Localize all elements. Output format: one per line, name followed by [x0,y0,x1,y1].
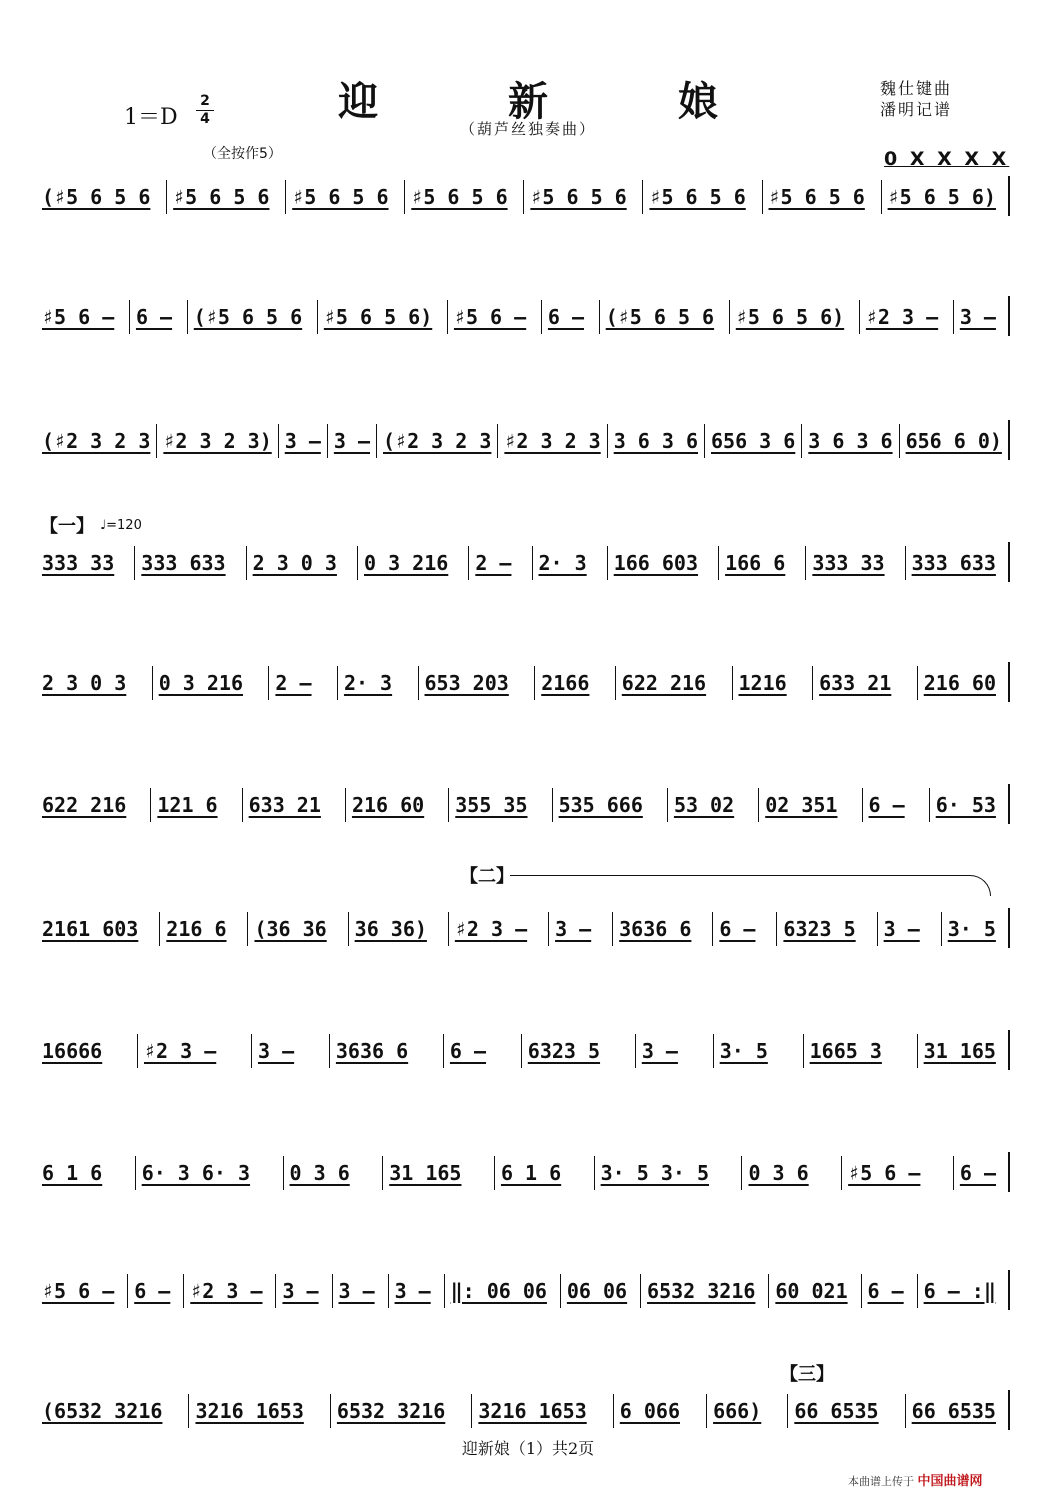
measure: 622 216 [42,793,127,817]
measure: 3 – [388,1274,437,1308]
section-label-three: 【三】 [780,1364,834,1385]
staff-measures [36,546,1002,580]
measure: (6532 3216 [42,1399,163,1423]
measure: ♯5 6 – [42,1279,115,1303]
measure: ‖: 06 06 [444,1274,553,1308]
staff-measures [36,912,1002,946]
bar-line [1008,296,1010,336]
measure: 333 633 [134,546,231,580]
bar-line [1008,420,1010,460]
measure: 2 – [468,546,517,580]
measure: 3· 5 [713,1034,774,1068]
pickup-measure: 0 X X X X [884,148,1010,170]
phrase-slur [510,875,991,896]
measure: 6 – [443,1034,492,1068]
measure: 53 02 [667,788,740,822]
measure: 66 6535 [905,1394,1002,1428]
measure: 3 – [635,1034,684,1068]
measure: 166 6 [718,546,791,580]
measure: 66 6535 [787,1394,884,1428]
measure: ♯5 6 5 6 [404,180,513,214]
measure: 633 21 [242,788,327,822]
bar-line [1008,1390,1010,1430]
measure: 0 3 216 [357,546,454,580]
staff-measures [36,1034,1002,1068]
measure: 3· 5 3· 5 [594,1156,715,1190]
staff-measures [36,788,1002,822]
song-subtitle: （葫芦丝独奏曲） [459,120,596,138]
measure: ♯5 6 5 6 [166,180,275,214]
bar-line [1008,176,1010,216]
measure: 60 021 [768,1274,853,1308]
bar-line [1008,662,1010,702]
measure: ♯2 3 – [448,912,533,946]
measure: 3636 6 [612,912,697,946]
staff-line [36,1156,1010,1190]
measure: 656 6 0) [899,424,1008,458]
staff-line [36,788,1010,822]
measure: ♯5 6 5 6) [881,180,1002,214]
measure: ♯2 3 – [183,1274,268,1308]
measure: 121 6 [150,788,223,822]
measure: 2· 3 [532,546,593,580]
measure: 622 216 [615,666,712,700]
measure: 3 – [278,424,327,458]
measure: ♯5 6 – [447,300,532,334]
measure: 3636 6 [329,1034,414,1068]
time-signature-top: 2 [200,93,210,109]
measure: 216 60 [345,788,430,822]
page-footer: 迎新娘（1）共2页 [461,1439,595,1458]
measure: ♯5 6 5 6 [523,180,632,214]
staff-line [36,546,1010,580]
fingering-note: （全按作5） [203,146,282,162]
measure: 333 633 [905,546,1002,580]
measure: 535 666 [552,788,649,822]
measure: 6 – [541,300,590,334]
staff-line [36,180,1010,214]
measure: ♯5 6 5 6 [642,180,751,214]
measure: ♯5 6 5 6) [317,300,438,334]
measure: (♯5 6 5 6 [599,300,720,334]
measure: 6532 3216 [330,1394,451,1428]
time-signature [196,94,214,127]
measure: ♯2 3 2 3 [497,424,606,458]
measure: (♯2 3 2 3 [376,424,497,458]
measure: 333 33 [42,551,115,575]
staff-line [36,424,1010,458]
measure: 31 165 [917,1034,1002,1068]
measure: 6323 5 [521,1034,606,1068]
measure: 6 – [953,1156,1002,1190]
measure: 2 3 0 3 [246,546,343,580]
watermark [848,1470,983,1489]
watermark-prefix: 本曲谱上传于 [848,1475,914,1488]
measure: 02 351 [758,788,843,822]
time-signature-bottom: 4 [200,111,210,127]
measure: 6 1 6 [42,1161,103,1185]
bar-line [1008,1270,1010,1310]
measure: 2 – [268,666,317,700]
measure: 3 6 3 6 [607,424,704,458]
measure: ♯5 6 5 6) [729,300,850,334]
measure: 16666 [42,1039,103,1063]
measure: 6 – [127,1274,176,1308]
bar-line [1008,542,1010,582]
measure: 3 6 3 6 [801,424,898,458]
measure: 216 60 [917,666,1002,700]
measure: 6323 5 [776,912,861,946]
staff-measures [36,424,1002,458]
measure: 355 35 [448,788,533,822]
measure: 3 – [953,300,1002,334]
measure: 0 3 6 [741,1156,814,1190]
staff-measures [36,666,1002,700]
measure: 36 36) [348,912,433,946]
composer-credit: 魏仕键曲 [880,79,953,98]
staff-line [36,300,1010,334]
measure: 666) [706,1394,767,1428]
staff-measures [36,1274,1002,1308]
measure: 31 165 [382,1156,467,1190]
staff-line [36,912,1010,946]
measure: (♯5 6 5 6 [187,300,308,334]
bar-line [1008,908,1010,948]
measure: ♯2 3 2 3) [156,424,277,458]
measure: 2· 3 [337,666,398,700]
credits [880,78,952,120]
measure: 6 – [712,912,761,946]
section-label-one: 【一】 [40,516,94,537]
measure: ♯2 3 – [859,300,944,334]
measure: 3216 1653 [188,1394,309,1428]
staff-line [36,1394,1010,1428]
section-label-two: 【二】 [460,866,514,887]
measure: 6 066 [613,1394,686,1428]
measure: 3 – [877,912,926,946]
measure: 0 3 216 [152,666,249,700]
measure: 6 – [861,1274,910,1308]
measure: 3 – [327,424,376,458]
measure: 0 3 6 [283,1156,356,1190]
measure: 3 – [548,912,597,946]
measure: ♯5 6 5 6 [285,180,394,214]
measure: 6 – :‖ [917,1274,1002,1308]
measure: 653 203 [418,666,515,700]
measure: ♯5 6 – [841,1156,926,1190]
staff-measures [36,1394,1002,1428]
staff-line [36,1034,1010,1068]
measure: 6· 53 [929,788,1002,822]
measure: 3 – [275,1274,324,1308]
measure: 333 33 [805,546,890,580]
measure: 2161 603 [42,917,139,941]
measure: 216 6 [159,912,232,946]
measure: 3 – [251,1034,300,1068]
staff-measures [36,1156,1002,1190]
measure: (♯2 3 2 3 [42,429,151,453]
bar-line [1008,1152,1010,1192]
measure: 633 21 [812,666,897,700]
song-title: 迎 新 娘 [338,78,776,125]
staff-line [36,1274,1010,1308]
bar-line [1008,784,1010,824]
staff-measures [36,180,1002,214]
measure: 6 – [862,788,911,822]
measure: 3216 1653 [471,1394,592,1428]
measure: 1665 3 [803,1034,888,1068]
measure: 6532 3216 [640,1274,761,1308]
measure: 3 – [332,1274,381,1308]
watermark-site: 中国曲谱网 [917,1474,983,1489]
measure: 6 1 6 [494,1156,567,1190]
measure: 656 3 6 [704,424,801,458]
measure: 2 3 0 3 [42,671,127,695]
measure: 6 – [129,300,178,334]
tempo-marking: ♩=120 [100,518,142,533]
measure: 06 06 [560,1274,633,1308]
measure: (36 36 [247,912,332,946]
key-signature: 1＝D [124,105,178,130]
bar-line [1008,1030,1010,1070]
staff-measures [36,300,1002,334]
measure: 2166 [534,666,595,700]
measure: (♯5 6 5 6 [42,185,151,209]
staff-line [36,666,1010,700]
measure: 166 603 [607,546,704,580]
measure: 6· 3 6· 3 [135,1156,256,1190]
transcriber-credit: 潘明记谱 [880,100,953,119]
measure: 1216 [732,666,793,700]
measure: ♯5 6 5 6 [762,180,871,214]
measure: ♯2 3 – [137,1034,222,1068]
measure: ♯5 6 – [42,305,115,329]
measure: 3· 5 [941,912,1002,946]
